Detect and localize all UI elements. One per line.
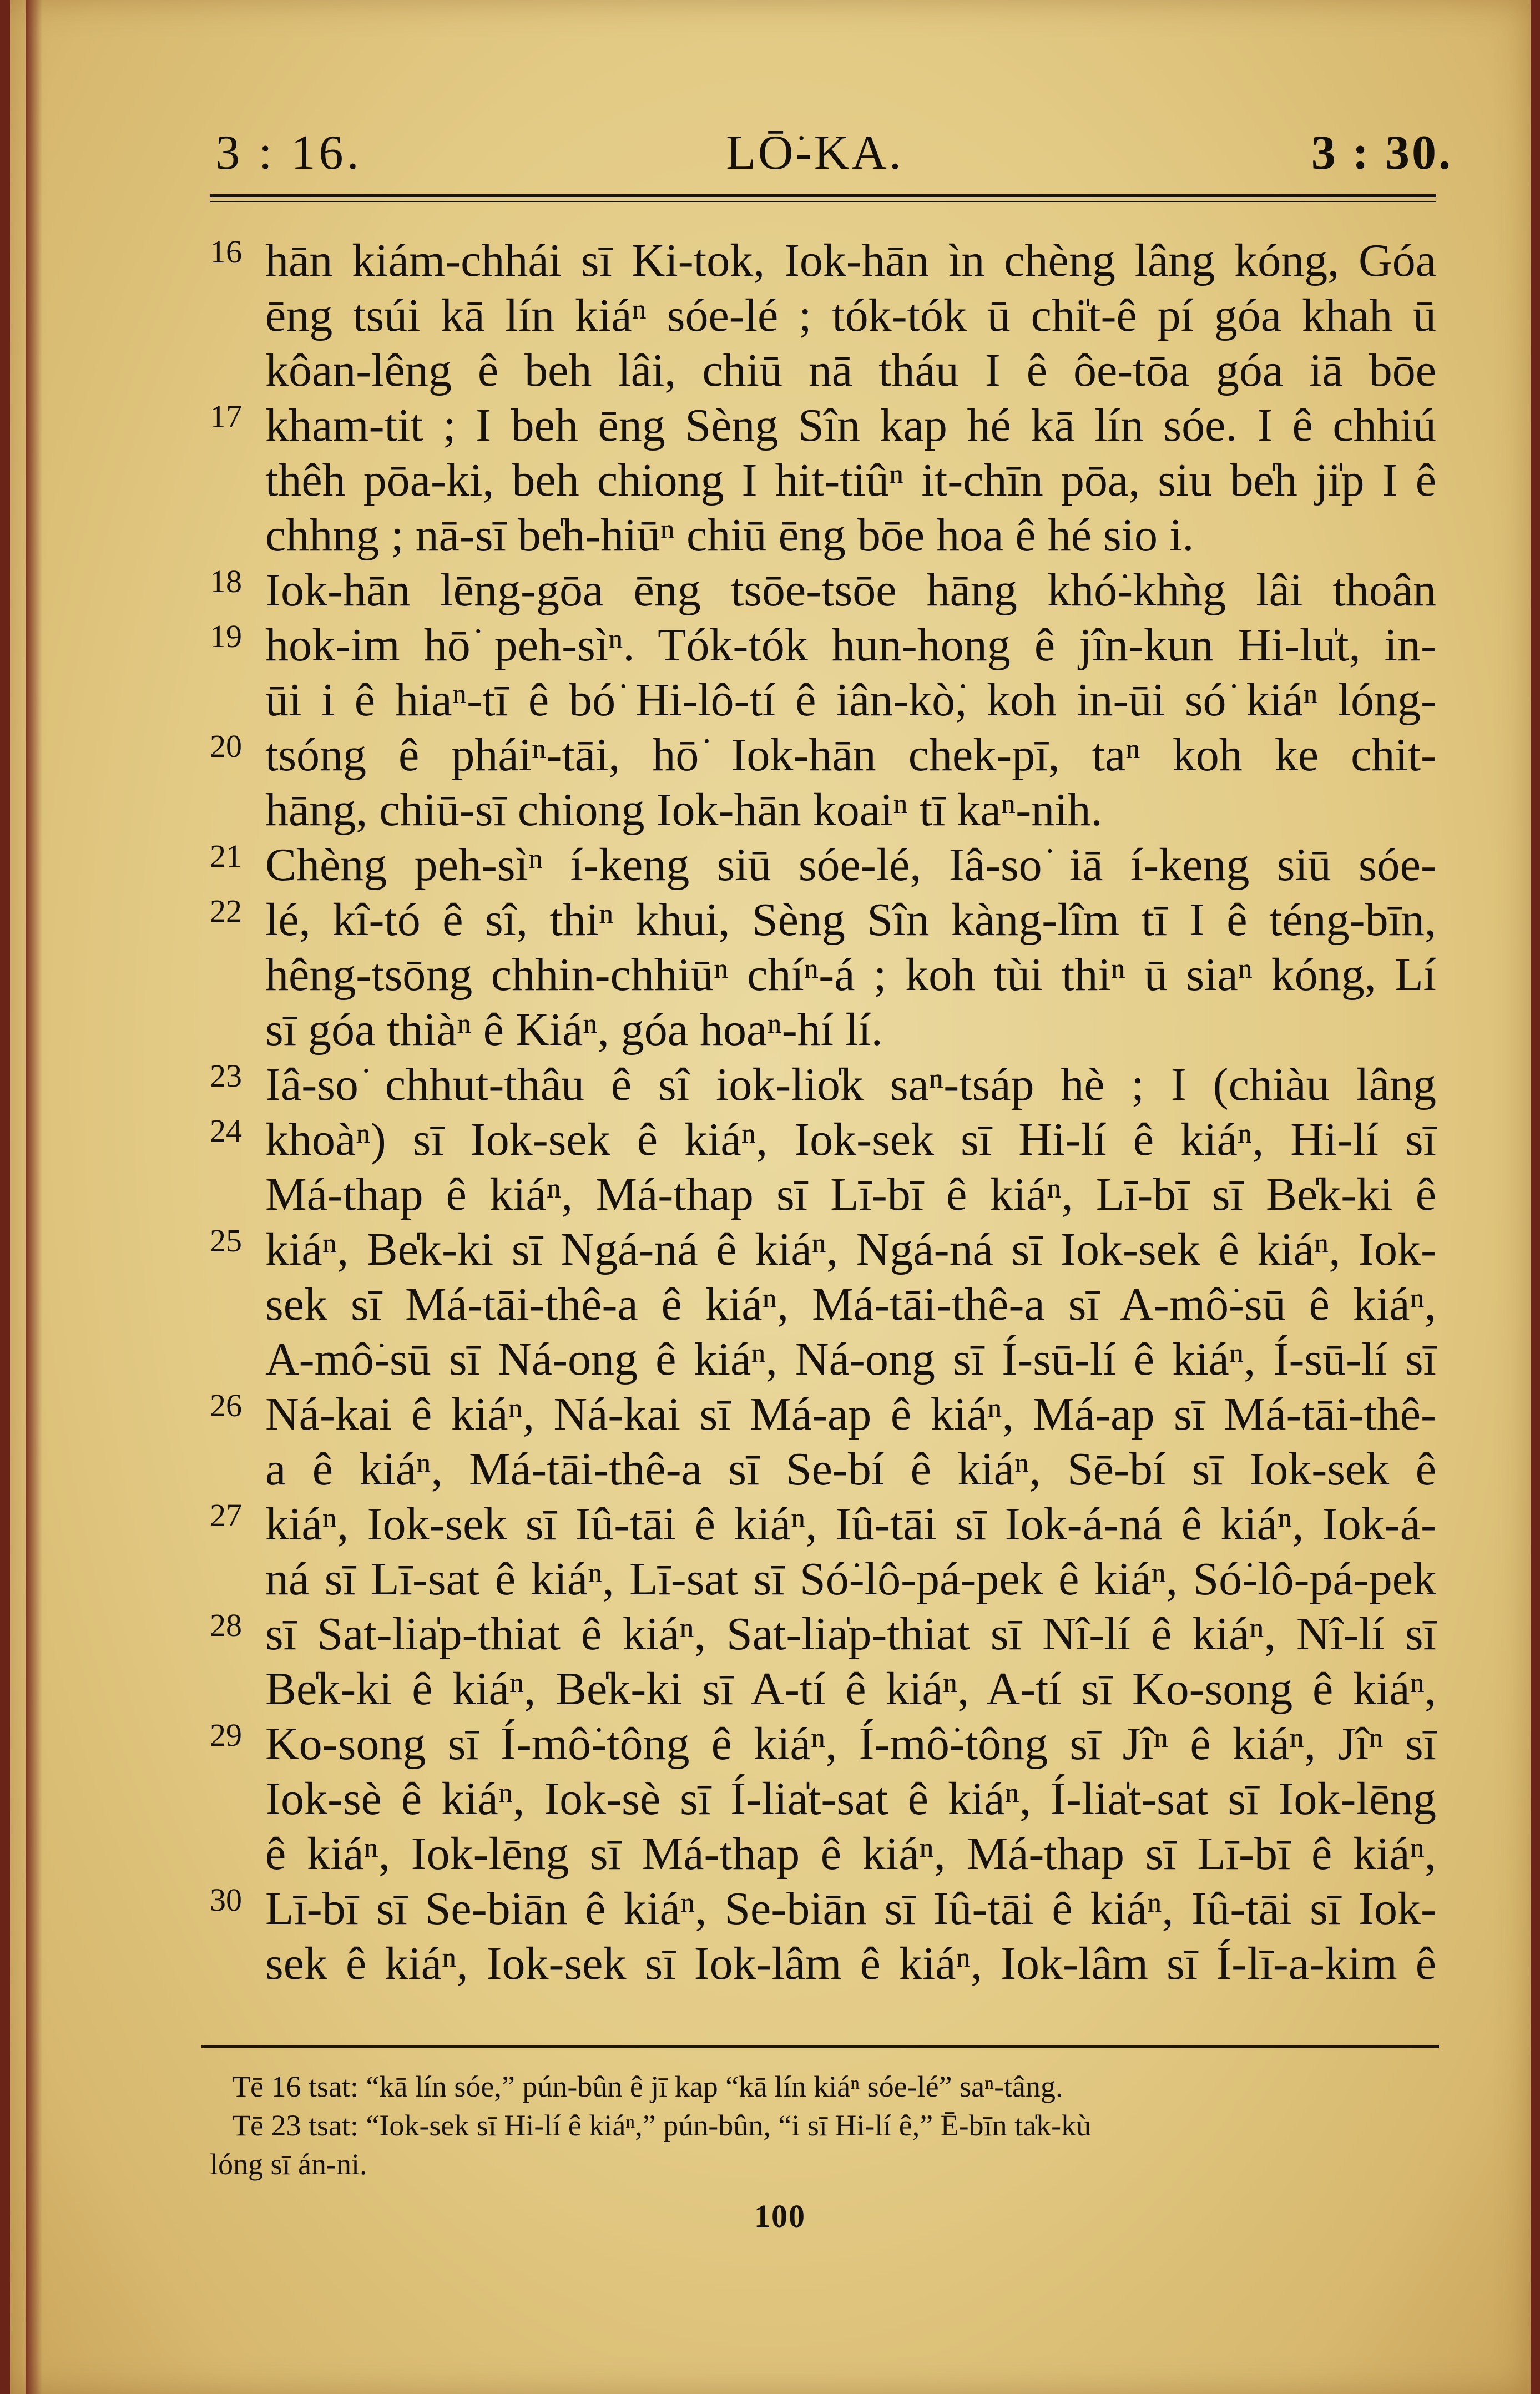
footnotes: [210, 2067, 1442, 2184]
text-line: [210, 1881, 1436, 1936]
footnote-verse-16: Tē 16 tsat: “kā lín sóe,” pún-bûn ê jī kap “kā lín kiáⁿ sóe-lé” saⁿ-tâng.: [232, 2070, 1063, 2103]
text-line: [210, 1771, 1436, 1826]
text-line: [210, 1936, 1436, 1991]
verse-number: 24: [210, 1113, 242, 1149]
verse-number: 16: [210, 234, 242, 270]
line-text: A-mô͘-sū sī Ná-ong ê kiáⁿ, Ná-ong sī Í-sū-lí ê kiáⁿ, Í-sū-lí sī: [265, 1334, 1436, 1385]
text-line: [210, 1277, 1436, 1332]
text-line: [210, 618, 1436, 673]
verse-number: 28: [210, 1607, 242, 1643]
line-text: sek ê kiáⁿ, Iok-sek sī Iok-lâm ê kiáⁿ, Iok-lâm sī Í-lī-a-kim ê: [265, 1938, 1436, 1989]
header-book-title: LŌ͘-KA.: [726, 126, 903, 180]
line-text: hān kiám-chhái sī Ki-tok, Iok-hān ìn chèng lâng kóng, Góa: [265, 235, 1436, 286]
line-text: hāng, chiū-sī chiong Iok-hān koaiⁿ tī kaⁿ-nih.: [265, 784, 1103, 836]
text-line: [210, 1387, 1436, 1442]
verse-number: 25: [210, 1223, 242, 1259]
verse-number: 20: [210, 728, 242, 764]
verse-number: 29: [210, 1717, 242, 1753]
text-line: [210, 343, 1436, 398]
line-text: Chèng peh-sìⁿ í-keng siū sóe-lé, Iâ-so͘ iā í-keng siū sóe-: [265, 839, 1436, 891]
line-text: Lī-bī sī Se-biān ê kiáⁿ, Se-biān sī Iû-tāi ê kiáⁿ, Iû-tāi sī Iok-: [265, 1883, 1436, 1935]
book-page: [10, 0, 1531, 2394]
line-text: tsóng ê pháiⁿ-tāi, hō͘ Iok-hān chek-pī, taⁿ koh ke chit-: [265, 729, 1436, 781]
line-text: hêng-tsōng chhin-chhiūⁿ chíⁿ-á ; koh tùi thiⁿ ū siaⁿ kóng, Lí: [265, 949, 1436, 1001]
text-line: [210, 728, 1436, 782]
running-header: [176, 125, 1453, 191]
line-text: Iâ-so͘ chhut-thâu ê sî iok-lio̍k saⁿ-tsáp hè ; I (chiàu lâng: [265, 1059, 1436, 1110]
scripture-text: [210, 233, 1436, 1991]
text-line: [210, 1607, 1436, 1661]
text-line: [210, 1716, 1436, 1771]
line-text: hok-im hō͘ peh-sìⁿ. Tók-tók hun-hong ê jîn-kun Hi-lu̍t, in-: [265, 619, 1436, 671]
text-line: [210, 233, 1436, 288]
line-text: ná sī Lī-sat ê kiáⁿ, Lī-sat sī Só͘-lô-pá-pek ê kiáⁿ, Só͘-lô-pá-pek: [265, 1553, 1436, 1605]
verse-number: 23: [210, 1058, 242, 1094]
text-line: [210, 1167, 1436, 1222]
header-chapter-verse-end: 3 : 30.: [1311, 126, 1453, 180]
line-text: ūi i ê hiaⁿ-tī ê bó͘ Hi-lô-tí ê iân-kò͘, koh in-ūi só͘ kiáⁿ lóng-: [265, 674, 1436, 726]
text-line: [210, 453, 1436, 508]
text-line: [210, 1002, 1436, 1057]
footnote-rule: [201, 2045, 1439, 2048]
text-line: [210, 288, 1436, 343]
text-line: [210, 1661, 1436, 1716]
line-text: Iok-hān lēng-gōa ēng tsōe-tsōe hāng khó͘-khǹg lâi thoân: [265, 564, 1436, 616]
header-rule-thin: [210, 201, 1436, 202]
text-line: [210, 1442, 1436, 1497]
verse-number: 22: [210, 893, 242, 929]
verse-number: 19: [210, 618, 242, 654]
text-line: [210, 673, 1436, 728]
text-line: [210, 1057, 1436, 1112]
text-line: [210, 837, 1436, 892]
line-text: thêh pōa-ki, beh chiong I hit-tiûⁿ it-chīn pōa, siu be̍h ji̍p I ê: [265, 454, 1436, 506]
text-line: [210, 1112, 1436, 1167]
line-text: kham-tit ; I beh ēng Sèng Sîn kap hé kā lín sóe. I ê chhiú: [265, 400, 1436, 451]
text-line: [210, 947, 1436, 1002]
footnote-verse-23: Tē 23 tsat: “Iok-sek sī Hi-lí ê kiáⁿ,” pún-bûn, “i sī Hi-lí ê,” Ē-bīn ta̍k-kù: [232, 2109, 1092, 2142]
line-text: Iok-sè ê kiáⁿ, Iok-sè sī Í-lia̍t-sat ê kiáⁿ, Í-lia̍t-sat sī Iok-lēng: [265, 1773, 1436, 1825]
line-text: sek sī Má-tāi-thê-a ê kiáⁿ, Má-tāi-thê-a sī A-mô͘-sū ê kiáⁿ,: [265, 1279, 1436, 1330]
header-rule: [210, 194, 1436, 197]
verse-number: 26: [210, 1387, 242, 1423]
text-line: [210, 1552, 1436, 1607]
text-line: [210, 1222, 1436, 1277]
line-text: kôan-lêng ê beh lâi, chiū nā tháu I ê ôe-tōa góa iā bōe: [265, 345, 1436, 396]
verse-number: 30: [210, 1882, 242, 1918]
verse-number: 18: [210, 563, 242, 599]
text-line: [210, 782, 1436, 837]
line-text: kiáⁿ, Iok-sek sī Iû-tāi ê kiáⁿ, Iû-tāi sī Iok-á-ná ê kiáⁿ, Iok-á-: [265, 1498, 1436, 1550]
line-text: a ê kiáⁿ, Má-tāi-thê-a sī Se-bí ê kiáⁿ, Sē-bí sī Iok-sek ê: [265, 1443, 1436, 1495]
line-text: lé, kî-tó ê sî, thiⁿ khui, Sèng Sîn kàng-lîm tī I ê téng-bīn,: [265, 894, 1436, 946]
line-text: Ko-song sī Í-mô͘-tông ê kiáⁿ, Í-mô͘-tông sī Jîⁿ ê kiáⁿ, Jîⁿ sī: [265, 1718, 1436, 1770]
page-number: 100: [754, 2198, 806, 2234]
header-chapter-verse-start: 3 : 16.: [215, 126, 362, 180]
line-text: Be̍k-ki ê kiáⁿ, Be̍k-ki sī A-tí ê kiáⁿ, A-tí sī Ko-song ê kiáⁿ,: [265, 1663, 1436, 1715]
text-line: [210, 1826, 1436, 1881]
line-text: Má-thap ê kiáⁿ, Má-thap sī Lī-bī ê kiáⁿ, Lī-bī sī Be̍k-ki ê: [265, 1169, 1436, 1220]
line-text: ê kiáⁿ, Iok-lēng sī Má-thap ê kiáⁿ, Má-thap sī Lī-bī ê kiáⁿ,: [265, 1828, 1436, 1880]
text-line: [210, 398, 1436, 453]
line-text: khoàⁿ) sī Iok-sek ê kiáⁿ, Iok-sek sī Hi-lí ê kiáⁿ, Hi-lí sī: [265, 1114, 1436, 1165]
verse-number: 27: [210, 1497, 242, 1533]
footnote-verse-23-continued: lóng sī án-ni.: [210, 2148, 367, 2181]
page-edge-wear: [26, 0, 42, 2394]
line-text: chhng ; nā-sī be̍h-hiūⁿ chiū ēng bōe hoa ê hé sio i.: [265, 509, 1194, 561]
line-text: Ná-kai ê kiáⁿ, Ná-kai sī Má-ap ê kiáⁿ, Má-ap sī Má-tāi-thê-: [265, 1388, 1436, 1440]
text-line: [210, 1332, 1436, 1387]
text-line: [210, 1497, 1436, 1552]
text-line: [210, 563, 1436, 618]
text-line: [210, 508, 1436, 563]
verse-number: 21: [210, 838, 242, 874]
verse-number: 17: [210, 398, 242, 435]
line-text: kiáⁿ, Be̍k-ki sī Ngá-ná ê kiáⁿ, Ngá-ná sī Iok-sek ê kiáⁿ, Iok-: [265, 1224, 1436, 1275]
line-text: sī Sat-lia̍p-thiat ê kiáⁿ, Sat-lia̍p-thiat sī Nî-lí ê kiáⁿ, Nî-lí sī: [265, 1608, 1436, 1660]
line-text: sī góa thiàⁿ ê Kiáⁿ, góa hoaⁿ-hí lí.: [265, 1004, 883, 1055]
line-text: ēng tsúi kā lín kiáⁿ sóe-lé ; tók-tók ū chi̍t-ê pí góa khah ū: [265, 290, 1436, 341]
text-line: [210, 892, 1436, 947]
